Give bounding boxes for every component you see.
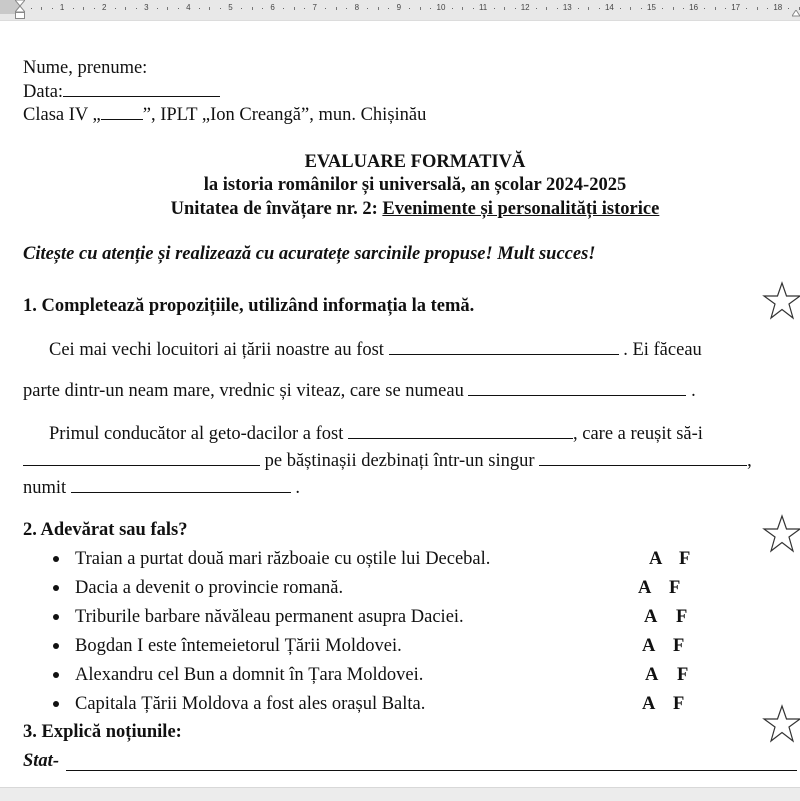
task1-text: , care a reușit să-i <box>573 424 703 444</box>
ruler-number: 10 <box>436 3 446 12</box>
ruler-dot <box>220 8 221 9</box>
task1-sentence-3 <box>49 423 703 445</box>
ruler-tick <box>588 7 589 10</box>
ruler-dot <box>641 8 642 9</box>
ruler-dot <box>788 8 789 9</box>
ruler-dot <box>178 8 179 9</box>
ruler-dot <box>157 8 158 9</box>
tf-statement: Alexandru cel Bun a domnit în Țara Moldovei. <box>75 665 424 685</box>
answer-false[interactable]: F <box>669 578 681 598</box>
ruler-tick <box>336 7 337 10</box>
answer-false[interactable]: F <box>673 636 685 656</box>
ruler-dot <box>515 8 516 9</box>
class-blank[interactable] <box>101 104 143 120</box>
task1-text: pe băștinașii dezbinați într-un singur <box>264 451 535 471</box>
task1-text: . <box>691 381 696 401</box>
name-label: Nume, prenume: <box>23 58 148 78</box>
task1-text: Primul conducător al geto-dacilor a fost <box>49 424 344 444</box>
ruler-dot <box>430 8 431 9</box>
ruler-dot <box>578 8 579 9</box>
ruler-dot <box>241 8 242 9</box>
ruler-number: 9 <box>396 3 402 12</box>
bullet-icon <box>53 672 59 678</box>
ruler-dot <box>94 8 95 9</box>
ruler-dot <box>473 8 474 9</box>
ruler-number: 4 <box>186 3 191 12</box>
ruler-dot <box>325 8 326 9</box>
ruler-dot <box>346 8 347 9</box>
instructions: Citește cu atenție și realizează cu acuratețe sarcinile propuse! Mult succes! <box>23 244 596 264</box>
ruler-dot <box>683 8 684 9</box>
ruler-tick <box>209 7 210 10</box>
ruler-tick <box>252 7 253 10</box>
ruler-tick <box>378 7 379 10</box>
ruler-dot <box>767 8 768 9</box>
class-line <box>23 104 426 126</box>
ruler-number: 6 <box>270 3 275 12</box>
ruler-tick <box>504 7 505 10</box>
unit-title: Evenimente și personalități istorice <box>382 199 660 219</box>
task1-text: . <box>295 478 301 498</box>
ruler-dot <box>494 8 495 9</box>
class-prefix: Clasa IV „ <box>23 105 101 125</box>
answer-true[interactable]: A <box>638 578 652 598</box>
task1-heading: 1. Completează propozițiile, utilizând informația la temă. <box>23 296 475 316</box>
answer-true[interactable]: A <box>642 636 656 656</box>
task1-sentence-2 <box>23 380 696 402</box>
ruler-dot <box>662 8 663 9</box>
ruler-number: 13 <box>562 3 572 12</box>
date-line <box>23 81 220 103</box>
horizontal-ruler[interactable] <box>0 0 800 21</box>
ruler-dot <box>536 8 537 9</box>
ruler-number: 7 <box>312 3 317 12</box>
ruler-dot <box>388 8 389 9</box>
ruler-number: 16 <box>689 3 699 12</box>
title-line-2: la istoria românilor și universală, an școlar 2024-2025 <box>203 175 627 195</box>
ruler-number: 2 <box>101 3 107 12</box>
answer-blank-5[interactable] <box>539 450 747 466</box>
ruler-dot <box>620 8 621 9</box>
ruler-dot <box>304 8 305 9</box>
date-blank[interactable] <box>63 81 220 97</box>
answer-blank-2[interactable] <box>468 380 686 396</box>
ruler-number: 1 <box>59 3 65 12</box>
answer-false[interactable]: F <box>679 549 691 569</box>
task1-sentence-5 <box>23 477 300 499</box>
tf-statement: Triburile barbare năvăleau permanent asupra Daciei. <box>75 607 464 627</box>
bullet-icon <box>53 585 59 591</box>
answer-true[interactable]: A <box>645 665 659 685</box>
ruler-track <box>0 2 800 12</box>
ruler-dot <box>704 8 705 9</box>
answer-true[interactable]: A <box>642 694 656 714</box>
indent-marker-icon[interactable] <box>15 0 25 20</box>
bullet-icon <box>53 701 59 707</box>
answer-blank-3[interactable] <box>348 423 573 439</box>
date-label: Data: <box>23 82 64 102</box>
answer-line-stat[interactable] <box>66 770 797 771</box>
page-gap-bar <box>0 787 800 801</box>
ruler-tick <box>420 7 421 10</box>
ruler-dot <box>199 8 200 9</box>
ruler-dot <box>73 8 74 9</box>
task1-text: , <box>747 451 752 471</box>
ruler-number: 15 <box>647 3 656 12</box>
ruler-dot <box>452 8 453 9</box>
task2-heading: 2. Adevărat sau fals? <box>23 520 188 540</box>
term-stat-label: Stat- <box>23 751 59 771</box>
ruler-dot <box>557 8 558 9</box>
ruler-tick <box>757 7 758 10</box>
task3-heading: 3. Explică noțiunile: <box>23 722 182 742</box>
bullet-icon <box>53 614 59 620</box>
tf-statement: Bogdan I este întemeietorul Țării Moldovei. <box>75 636 402 656</box>
ruler-number: 18 <box>773 3 783 12</box>
star-outline-icon <box>762 704 800 744</box>
unit-label: Unitatea de învățare nr. 2: <box>170 199 383 219</box>
answer-false[interactable]: F <box>677 665 689 685</box>
ruler-dot <box>115 8 116 9</box>
tf-statement: Traian a purtat două mari războaie cu oștile lui Decebal. <box>75 549 491 569</box>
ruler-tick <box>546 7 547 10</box>
ruler-tick <box>125 7 126 10</box>
tf-statement: Dacia a devenit o provincie romană. <box>75 578 344 598</box>
answer-true[interactable]: A <box>644 607 658 627</box>
ruler-dot <box>52 8 53 9</box>
answer-false[interactable]: F <box>673 694 685 714</box>
class-suffix: ”, IPLT „Ion Creangă”, mun. Chișinău <box>142 105 427 125</box>
document-page[interactable] <box>0 21 800 787</box>
task1-text: parte dintr-un neam mare, vrednic și viteaz, care se numeau <box>23 381 464 401</box>
task1-text: . Ei făceau <box>623 340 702 360</box>
ruler-tick <box>630 7 631 10</box>
ruler-number: 5 <box>228 3 233 12</box>
answer-blank-6[interactable] <box>71 477 291 493</box>
title-line-3 <box>0 198 800 220</box>
ruler-tick <box>41 7 42 10</box>
answer-true[interactable]: A <box>649 549 663 569</box>
star-outline-icon <box>762 514 800 554</box>
task1-text: Cei mai vechi locuitori ai țării noastre au fost <box>49 340 384 360</box>
ruler-number: 8 <box>354 3 360 12</box>
ruler-dot <box>746 8 747 9</box>
ruler-dot <box>367 8 368 9</box>
ruler-number: 14 <box>604 3 614 12</box>
bullet-icon <box>53 556 59 562</box>
tf-statement: Capitala Țării Moldova a fost ales orașul Balta. <box>75 694 426 714</box>
bullet-icon <box>53 643 59 649</box>
ruler-tick <box>715 7 716 10</box>
ruler-dot <box>599 8 600 9</box>
ruler-dot <box>262 8 263 9</box>
ruler-dot <box>136 8 137 9</box>
ruler-tick <box>167 7 168 10</box>
ruler-tick <box>83 7 84 10</box>
ruler-dot <box>283 8 284 9</box>
ruler-number: 12 <box>520 3 530 12</box>
title-line-1: EVALUARE FORMATIVĂ <box>304 152 526 172</box>
ruler-number: 17 <box>731 3 741 12</box>
ruler-tick <box>294 7 295 10</box>
right-indent-marker-icon[interactable] <box>792 10 800 18</box>
ruler-number: 3 <box>144 3 149 12</box>
task1-text: numit <box>23 478 67 498</box>
answer-blank-4[interactable] <box>23 450 260 466</box>
task1-sentence-4 <box>23 450 752 472</box>
ruler-dot <box>725 8 726 9</box>
star-outline-icon <box>762 281 800 321</box>
task1-sentence-1 <box>49 339 702 361</box>
ruler-dot <box>31 8 32 9</box>
ruler-number: 11 <box>478 3 488 12</box>
ruler-tick <box>673 7 674 10</box>
ruler-dot <box>409 8 410 9</box>
ruler-tick <box>462 7 463 10</box>
answer-blank-1[interactable] <box>389 339 619 355</box>
answer-false[interactable]: F <box>676 607 688 627</box>
